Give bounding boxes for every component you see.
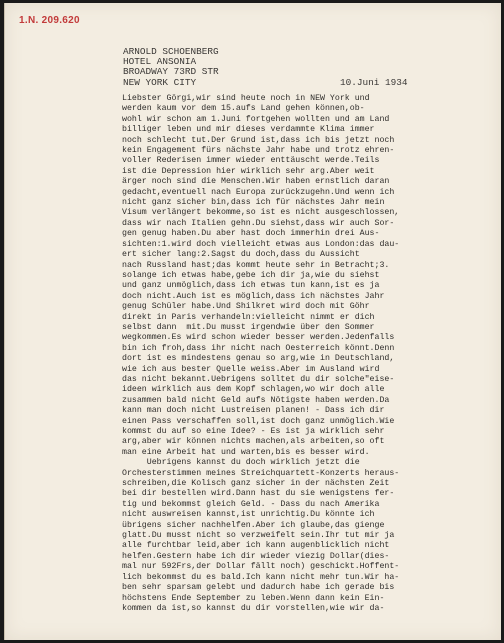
body-line: dort ist es mindestens genau so arg,wie in Deutschland, bbox=[122, 354, 395, 364]
body-line: ert sicher lang:2.Sagst du doch,dass du Aussicht bbox=[122, 250, 360, 260]
body-line: Uebrigens kannst du doch wirklich jetzt die bbox=[122, 458, 360, 468]
body-line: mal nur 592Frs,der Dollar fällt noch) geschickt.Hoffent- bbox=[122, 562, 400, 572]
body-line: selbst dann mit.Du musst irgendwie über den Sommer bbox=[122, 322, 375, 332]
body-line: genug Schüler habe.Und Shilkret wird doch mit Göhr bbox=[122, 302, 370, 312]
body-line: kann man doch nicht Lustreisen planen! - Dass ich dir bbox=[122, 406, 385, 416]
letterhead-city: NEW YORK CITY bbox=[123, 76, 197, 88]
body-line: bin ich froh,dass ihr nicht nach Oesterreich könnt.Denn bbox=[122, 343, 395, 353]
body-line: höchstens Ende September zu leben.Wenn dann kein Ein- bbox=[122, 593, 385, 603]
body-line: schreiben,die Kolisch ganz sicher in der nächsten Zeit bbox=[122, 479, 390, 489]
body-line: solange ich etwas habe,gebe ich dir ja,wie du siehst bbox=[122, 270, 380, 280]
body-line: ärger noch sind die Menschen.Wir haben ernstlich daran bbox=[122, 177, 390, 187]
letterhead-name: ARNOLD SCHOENBERG bbox=[123, 46, 219, 57]
body-line: wohl wir schon am 1.Juni fortgehen wollten und am Land bbox=[122, 114, 390, 124]
body-line: werden kaum vor dem 15.aufs Land gehen können,ob- bbox=[122, 104, 365, 114]
body-line: das nicht bekannt.Uebrigens solltet du dir solche"eise- bbox=[122, 374, 395, 384]
body-line: voller Rederisen immer wieder enttäuscht werde.Teils bbox=[122, 156, 380, 166]
body-line: Liebster Görgi,wir sind heute noch in NEW York und bbox=[122, 94, 370, 103]
body-line: nach Russland hast;das kommt heute sehr in Betracht;3. bbox=[122, 260, 390, 270]
body-line: ist die Depression hier wirklich sehr arg.Aber weit bbox=[122, 166, 375, 176]
body-line: arg,aber wir können nichts machen,als arbeiten,so oft bbox=[122, 437, 385, 447]
letterhead-hotel: HOTEL ANSONIA bbox=[123, 56, 197, 68]
letter-date: 10.Juni 1934 bbox=[340, 77, 408, 88]
body-line: glatt.Du musst nicht so verzweifelt sein.Ihr tut mir ja bbox=[122, 531, 395, 541]
archive-number-stamp: 1.N. 209.620 bbox=[19, 15, 80, 26]
body-line: gedacht,eventuell nach Europa zurückzugehn.Und wenn ich bbox=[122, 187, 395, 197]
body-line: Orchesterstimmen meines Streichquartett-Konzerts heraus- bbox=[122, 468, 400, 478]
body-line: übrigens sicher nachhelfen.Aber ich glaube,das gienge bbox=[122, 520, 385, 530]
body-line: wie ich aus bester Quelle weiss.Aber im Ausland wird bbox=[122, 364, 380, 374]
body-line: dass wir nach Italien gehn.Du siehst,dass wir auch Sor- bbox=[122, 218, 395, 228]
body-line: noch schlecht tut.Der Grund ist,dass ich bis jetzt noch bbox=[122, 135, 395, 145]
body-line: alle furchtbar leid,aber ich kann augenblicklich nicht bbox=[122, 541, 390, 551]
body-line: kommen da ist,so kannst du dir vorstellen,wie wir da- bbox=[122, 603, 385, 613]
letterhead bbox=[123, 47, 219, 88]
body-line: direkt in Paris verhandeln:vielleicht nimmt er dich bbox=[122, 312, 375, 322]
body-line: sichten:1.wird doch vielleicht etwas aus London:das dau- bbox=[122, 239, 400, 249]
letterhead-street: BROADWAY 73RD STR bbox=[123, 66, 219, 78]
body-line: nicht ganz sicher bin,dass ich für nächstes Jahr mein bbox=[122, 198, 385, 208]
body-line: und ganz unmöglich,dass ich etwas tun kann,ist es ja bbox=[122, 281, 380, 291]
body-line: kommst du auf so eine Idee? - Es ist ja wirklich sehr bbox=[122, 427, 385, 436]
body-line: doch nicht.Auch ist es möglich,dass ich nächstes Jahr bbox=[122, 291, 385, 301]
body-line: Visum verlängert bekomme,so ist es nicht ausgeschlossen, bbox=[122, 208, 400, 218]
body-line: billiger leben und mir dieses verdammte Klima immer bbox=[122, 125, 375, 135]
body-line: lich bekommst du es bald.Ich kann nicht mehr tun.Wir ha- bbox=[122, 572, 400, 582]
body-line: tig und bekommst gleich Geld. - Dass du nach Amerika bbox=[122, 499, 380, 509]
body-line: ben sehr sparsam gelebt und dadurch habe ich gerade bis bbox=[122, 583, 395, 593]
body-line: bei dir bestellen wird.Dann hast du sie wenigstens fer- bbox=[122, 489, 395, 499]
body-line: ideen wirklich aus dem Kopf schlagen,wo wir doch alle bbox=[122, 385, 385, 395]
body-line: kein Engagement fürs nächste Jahr habe und trotz ehren- bbox=[122, 146, 395, 156]
body-line: nicht auswreisen kannst,ist unrichtig.Du könnte ich bbox=[122, 510, 375, 520]
body-line: zusammen bald nicht Geld aufs Nötigste haben werden.Da bbox=[122, 395, 390, 405]
body-line: helfen.Gestern habe ich dir wieder viezig Dollar(dies- bbox=[122, 551, 390, 561]
letter-page bbox=[4, 3, 501, 640]
body-line: einen Pass verschaffen soll,ist doch ganz unmöglich.Wie bbox=[122, 416, 395, 426]
body-line: wegkommen.Es wird schon wieder besser werden.Jedenfalls bbox=[122, 333, 395, 343]
body-line: gen genug haben.Du aber hast doch immerhin drei Aus- bbox=[122, 229, 380, 239]
body-line: man eine Arbeit hat und warten,bis es besser wird. bbox=[122, 447, 370, 457]
letter-body bbox=[122, 94, 502, 614]
